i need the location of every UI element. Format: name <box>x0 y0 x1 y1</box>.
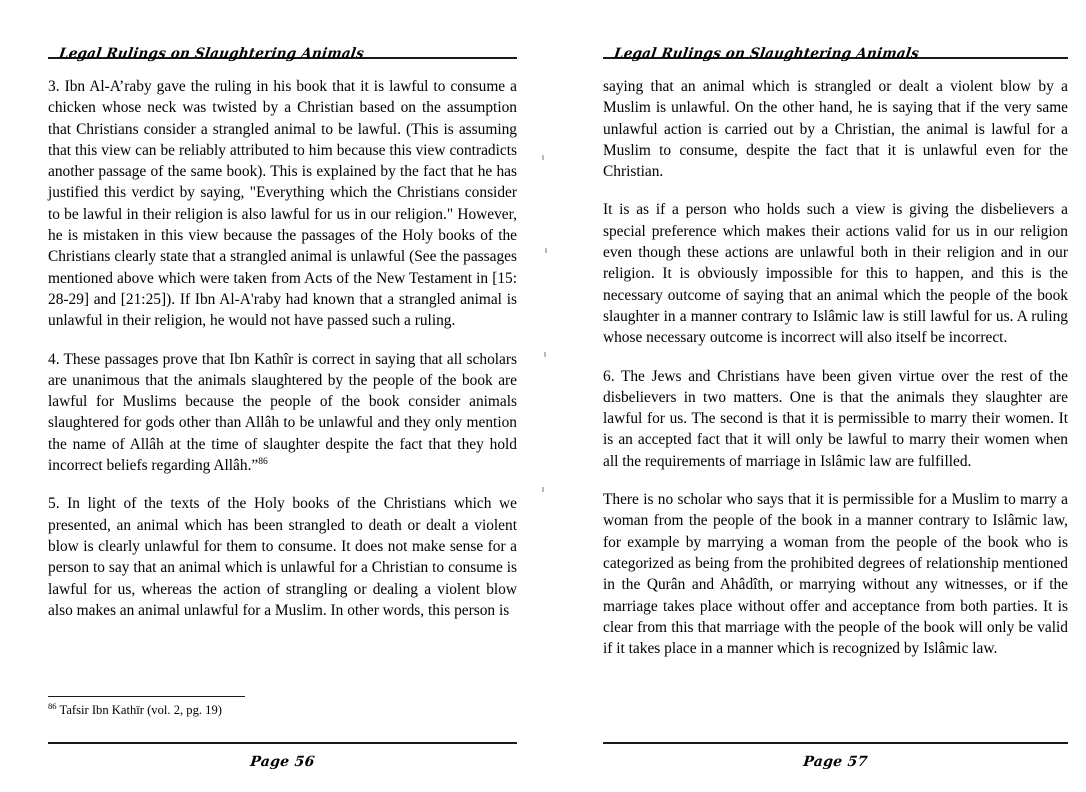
right-folio-rule <box>603 742 1068 744</box>
right-running-head <box>603 38 1068 60</box>
footnote-marker-86: 86 <box>258 456 268 467</box>
footnote-86 <box>48 702 517 718</box>
paragraph-5: 5. In light of the texts of the Holy books of the Christians which we presented, an animal which has been strangled to death or dealt a violent blow is clearly unlawful for them to consume. It does not make sense for a person to say that an animal which is unlawful for a Christian to consume is lawful for us, whereas the action of strangling or dealing a violent blow also makes an animal unlawful for a Muslim. In other words, this person is <box>48 495 517 619</box>
footnote-number: 86 <box>48 700 57 711</box>
footnote-separator-rule <box>48 696 245 697</box>
left-running-head-title: Legal Rulings on Slaughtering Animals <box>57 44 366 62</box>
right-folio-zone <box>603 742 1068 770</box>
left-page-number: Page 56 <box>249 754 316 770</box>
right-running-head-title: Legal Rulings on Slaughtering Animals <box>612 44 921 62</box>
paragraph-6: 6. The Jews and Christians have been given virtue over the rest of the disbelievers in two matters. One is that the animals they slaughter are lawful for us. The second is that it is permissible to marry their women. It is an accepted fact that it will only be lawful to marry their women when all the requirements of marriage in Islâmic law are fulfilled. <box>603 367 1068 470</box>
left-page-inner <box>48 38 517 792</box>
paragraph-analogy: It is as if a person who holds such a view is giving the disbelievers a special preference which makes their actions valid for us in our religion even though these actions are unlawful both in their religion and in our religion. It is obviously impossible for this to happen, and this is the necessary outcome of saying that an animal which the people of the book slaughter in a manner contrary to Islâmic law is still lawful for us. A ruling whose necessary outcome is incorrect will also itself be incorrect. <box>603 201 1068 347</box>
right-page-number: Page 57 <box>802 754 869 770</box>
right-page <box>545 0 1086 792</box>
paragraph-3: 3. Ibn Al-A’raby gave the ruling in his book that it is lawful to consume a chicken whose neck was twisted by a Christian based on the assumption that Christians consider a strangled animal to be lawful. (This is assuming that this view can be reliably attributed to him because this view contradicts another passage of the same book). This is explained by the fact that he has justified this verdict by saying, "Everything which the Christians consider to be lawful in their religion is also lawful for us in our religion." However, he is mistaken in this view because the passages of the Holy books of the Christians clearly state that a strangled animal is unlawful (See the passages mentioned above which were taken from Acts of the New Testament in [15: 28-29] and [21:25]). If Ibn Al-A'raby had known that a strangled animal is unlawful in their religion, he would not have passed such a ruling. <box>48 78 517 330</box>
left-footnote-zone <box>48 696 517 718</box>
left-body-column <box>48 76 517 621</box>
paragraph-continuation: saying that an animal which is strangled or dealt a violent blow by a Muslim is unlawful. On the other hand, he is saying that if the very same unlawful action is carried out by a Christian, the animal is lawful for a Muslim to consume, despite the fact that it is unlawful even for the Christian. <box>603 78 1068 181</box>
right-page-inner <box>603 38 1068 792</box>
paragraph-marriage: There is no scholar who says that it is permissible for a Muslim to marry a woman from the people of the book in a manner contrary to Islâmic law, for example by marrying a woman from the people of the book who is categorized as being from the prohibited degrees of relationship mentioned in the Qurân and Ahâdîth, or marrying without any witnesses, or if the marriage takes place without offer and acceptance from both parties. It is clear from this that marriage with the people of the book will only be valid if it takes place in a manner which is recognized by Islâmic law. <box>603 491 1068 658</box>
paragraph-4-text: 4. These passages prove that Ibn Kathîr is correct in saying that all scholars are unanimous that the animals slaughtered by the people of the book are lawful for Muslims because the people of the book consider animals slaughtered for gods other than Allâh to be unlawful and they only mention the name of Allâh at the time of slaughter despite the fact that they hold incorrect beliefs regarding Allâh.” <box>48 350 517 475</box>
right-body-column <box>603 76 1068 659</box>
footnote-text: Tafsir Ibn Kathīr (vol. 2, pg. 19) <box>59 703 222 717</box>
left-folio-zone <box>48 742 517 770</box>
left-folio-rule <box>48 742 517 744</box>
paragraph-4 <box>48 349 517 477</box>
left-running-head <box>48 38 517 60</box>
